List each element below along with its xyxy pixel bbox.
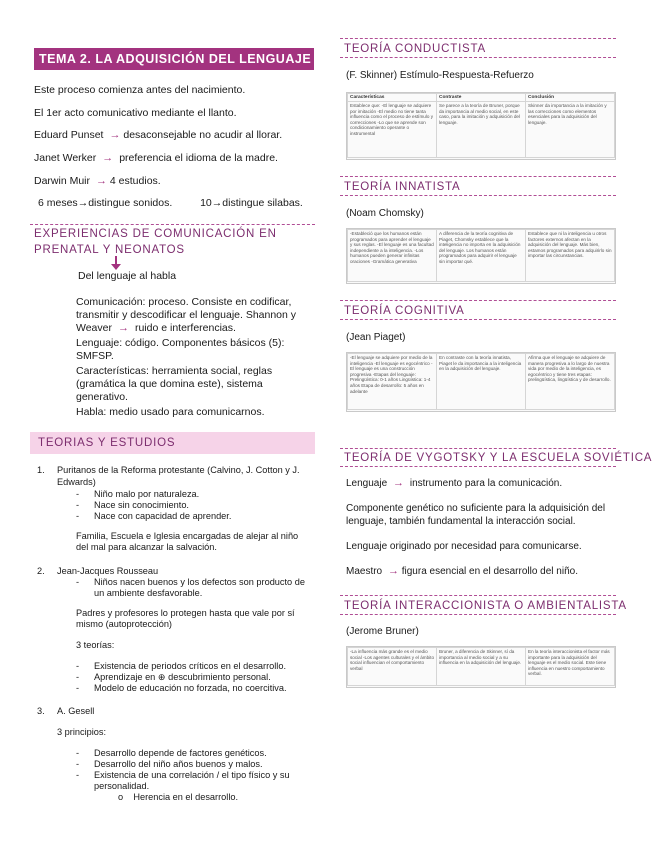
table-cell: Establece que: -El lenguaje se adquiere por imitación -El medio no tiene tanta influencia como el proceso de estímulo y correcciones -Lo que se aprende son condicionamiento operante o instrumental [348,102,437,158]
exp-line-6: Características: herramienta social, reglas [76,365,273,377]
table-header: Contraste [437,94,526,102]
section-heading-innatista: TEORÍA INNATISTA [344,181,461,193]
exp-weaver: Weaver [76,322,112,334]
list-number: 2. [37,566,45,576]
cognitiva-table [346,352,616,412]
teoria-1-para-2: del mal para alcanzar la salvación. [76,542,217,552]
vygotsky-p4-desc: figura esencial en el desarrollo del niño. [401,566,578,577]
section-heading-vygotsky: TEORÍA DE VYGOTSKY Y LA ESCUELA SOVIÉTICA [344,452,653,464]
section-heading-conductista: TEORÍA CONDUCTISTA [344,43,486,55]
table-cell: Skinner da importancia a la imitación y las correcciones como elementos esenciales para la adquisición del lenguaje. [526,102,615,158]
section-heading-experiencias-2: PRENATAL Y NEONATOS [34,244,185,256]
arrow-icon: → [211,197,223,209]
innatista-sub: (Noam Chomsky) [346,208,424,219]
table-header: Características [348,94,437,102]
interaccionista-table [346,646,616,688]
divider [340,448,616,449]
section-heading-experiencias-1: EXPERIENCIAS DE COMUNICACIÓN EN [34,228,277,240]
innatista-table [346,228,616,284]
arrow-icon: → [99,152,117,164]
arrow-icon: → [106,129,121,141]
divider [340,176,616,177]
teoria-1-title: Puritanos de la Reforma protestante (Calvino, J. Cotton y J. [57,465,300,475]
intro-werker: Janet Werker [34,152,97,164]
page-title: TEMA 2. LA ADQUISICIÓN DEL LENGUAJE [34,48,314,70]
divider [340,38,616,39]
intro-punset-desc: desaconsejable no acudir al llorar. [123,129,283,141]
intro-punset: Eduard Punset [34,129,104,141]
intro-muir: Darwin Muir [34,175,91,187]
teoria-1-point-1: - Niño malo por naturaleza. [94,489,199,501]
exp-weaver-desc: ruido e interferencias. [134,322,236,334]
teoria-1-point-2: - Nace sin conocimiento. [94,500,189,512]
section-heading-cognitiva: TEORÍA COGNITIVA [344,305,465,317]
intro-10-desc: distingue silabas. [222,197,303,209]
divider [340,466,616,467]
teoria-2-e2: - Aprendizaje en ⊕ descubrimiento personal. [94,672,271,684]
arrow-icon: → [114,322,133,334]
teoria-2-title: Jean-Jacques Rousseau [57,566,159,576]
teoria-3-e2: - Desarrollo del niño años buenos y malos. [94,759,263,771]
intro-6-meses: 6 meses [38,197,78,209]
teoria-2-para-1: Padres y profesores lo protegen hasta que vale por sí [76,608,295,618]
experiencias-sub: Del lenguaje al habla [78,270,177,282]
teoria-2-para-2: mismo (autoprotección) [76,619,172,629]
list-number: 3. [37,706,45,716]
teoria-1-point-3: - Nace con capacidad de aprender. [94,511,231,523]
vygotsky-p2: Componente genético no suficiente para la adquisición del lenguaje, también fundamental la interacción social. [346,503,606,527]
table-cell: En la teoría interaccionista el factor más importante para la adquisición del lenguaje es el medio social. Este tiene influencia en nuestro comportamiento verbal. [526,648,615,686]
vygotsky-maestro: Maestro [346,566,383,577]
exp-line-8: generativo. [76,391,128,403]
teoria-3-e3b: personalidad. [94,781,150,791]
table-cell: Establece que ni la inteligencia u otros factores externos afectan en la adquisición del lenguaje. Más bien, estamos programados para adquirirlo sin importar las circunstancias. [526,230,615,282]
cognitiva-sub: (Jean Piaget) [346,332,406,343]
intro-10: 10 [200,197,212,209]
intro-line-2: El 1er acto comunicativo mediante el llanto. [34,107,237,119]
vygotsky-p1-desc: instrumento para la comunicación. [409,478,563,489]
vygotsky-p3: Lenguaje originado por necesidad para comunicarse. [346,541,582,552]
exp-line-9: Habla: medio usado para comunicarnos. [76,406,265,418]
teoria-1-para-1: Familia, Escuela e Iglesia encargadas de alejar al niño [76,531,299,541]
divider [340,300,616,301]
divider [340,57,616,58]
teoria-2-teorias: 3 teorías: [76,640,115,650]
teoria-2-point-1b: un ambiente desfavorable. [94,588,203,598]
vygotsky-p4 [346,565,578,578]
arrow-icon: → [389,477,408,489]
divider [30,224,315,225]
exp-line-7: (gramática la que domina este), sistema [76,378,263,390]
table-cell: Afirma que el lenguaje se adquiere de manera progresiva a lo largo de nuestra vida por medio de la inteligencia, es egocéntrico y tiene tres etapas: prelingüística, lingüística y de desarrollo. [526,354,615,410]
table-cell: -El lenguaje se adquiere por medio de la inteligencia -El lenguaje es egocéntrico -El lenguaje es una construcción progresiva -Etapas del lenguaje: Prelingüística: 0-1 años Lingüística: 1-4 años Etapa de desarrollo: 5 años en adelante [348,354,437,410]
section-heading-teorias: TEORIAS Y ESTUDIOS [38,437,176,449]
divider [340,614,616,615]
exp-line-4: Lenguaje: código. Componentes básicos (5): [76,337,285,349]
teoria-3-title: A. Gesell [57,706,95,716]
section-heading-interaccionista: TEORÍA INTERACCIONISTA O AMBIENTALISTA [344,600,627,612]
teoria-2-e3: - Modelo de educación no forzada, no coercitiva. [94,683,287,695]
arrow-icon: → [77,197,89,209]
teoria-3-e4-text: Herencia en el desarrollo. [133,792,239,802]
intro-line-5 [34,175,161,188]
divider [340,319,616,320]
vygotsky-lenguaje: Lenguaje [346,478,388,489]
intro-muir-desc: 4 estudios. [109,175,161,187]
bullet-icon: o [118,792,134,802]
exp-line-1: Comunicación: proceso. Consiste en codificar, [76,296,292,308]
exp-line-3 [76,322,236,335]
teoria-3-principios: 3 principios: [57,727,107,737]
divider [340,195,616,196]
intro-werker-desc: preferencia el idioma de la madre. [119,152,278,164]
table-cell: A diferencia de la teoría cognitiva de Piaget, Chomsky establece que la inteligencia no importa en la adquisición del lenguaje. Los humanos están programados para adquirir el lenguaje sin importar qué. [437,230,526,282]
vygotsky-p1 [346,477,562,490]
teoria-2-point-1: - Niños nacen buenos y los defectos son producto de [94,577,305,589]
teoria-2-e1: - Existencia de periodos críticos en el desarrollo. [94,661,286,673]
arrow-icon: → [92,175,107,187]
arrow-icon: → [384,565,399,577]
interaccionista-sub: (Jerome Bruner) [346,626,419,637]
conductista-sub: (F. Skinner) Estímulo-Respuesta-Refuerzo [346,70,534,81]
teoria-1-title-2: Edwards) [57,477,96,487]
table-cell: -La influencia más grande es el medio social -Los agentes culturales y el ámbito social influencian el comportamiento verbal [348,648,437,686]
intro-6-desc: distingue sonidos. [88,197,173,209]
list-number: 1. [37,465,45,475]
exp-line-5: SMFSP. [76,350,114,362]
intro-line-1: Este proceso comienza antes del nacimiento. [34,84,246,96]
intro-line-6 [38,197,303,210]
conductista-table [346,92,616,160]
teoria-3-e3: - Existencia de una correlación / el tipo físico y su [94,770,290,782]
table-cell: -Estableció que los humanos están programados para aprender el lenguaje y sus reglas. -El lenguaje es una facultad independiente a la inteligencia. -Los humanos pueden generar infinitas oraciones -Gramática generativa [348,230,437,282]
table-cell: Bruner, a diferencia de Skinner, sí da importancia al medio social y a su influencia en la adquisición del lenguaje. [437,648,526,686]
intro-line-4 [34,152,278,165]
teoria-3-e1: - Desarrollo depende de factores genéticos. [94,748,267,760]
divider [340,595,616,596]
table-header: Conclusión [526,94,615,102]
teoria-3-e4 [118,792,238,804]
intro-line-3 [34,129,282,142]
table-cell: En contraste con la teoría innatista, Piaget le da importancia a la inteligencia en la adquisición del lenguaje. [437,354,526,410]
exp-line-2: transmitir y descodificar el lenguaje. Shannon y [76,309,297,321]
table-cell: Se parece a la teoría de Bruner, porque da importancia al medio social, en este caso, para la imitación y adquisición del lenguaje. [437,102,526,158]
